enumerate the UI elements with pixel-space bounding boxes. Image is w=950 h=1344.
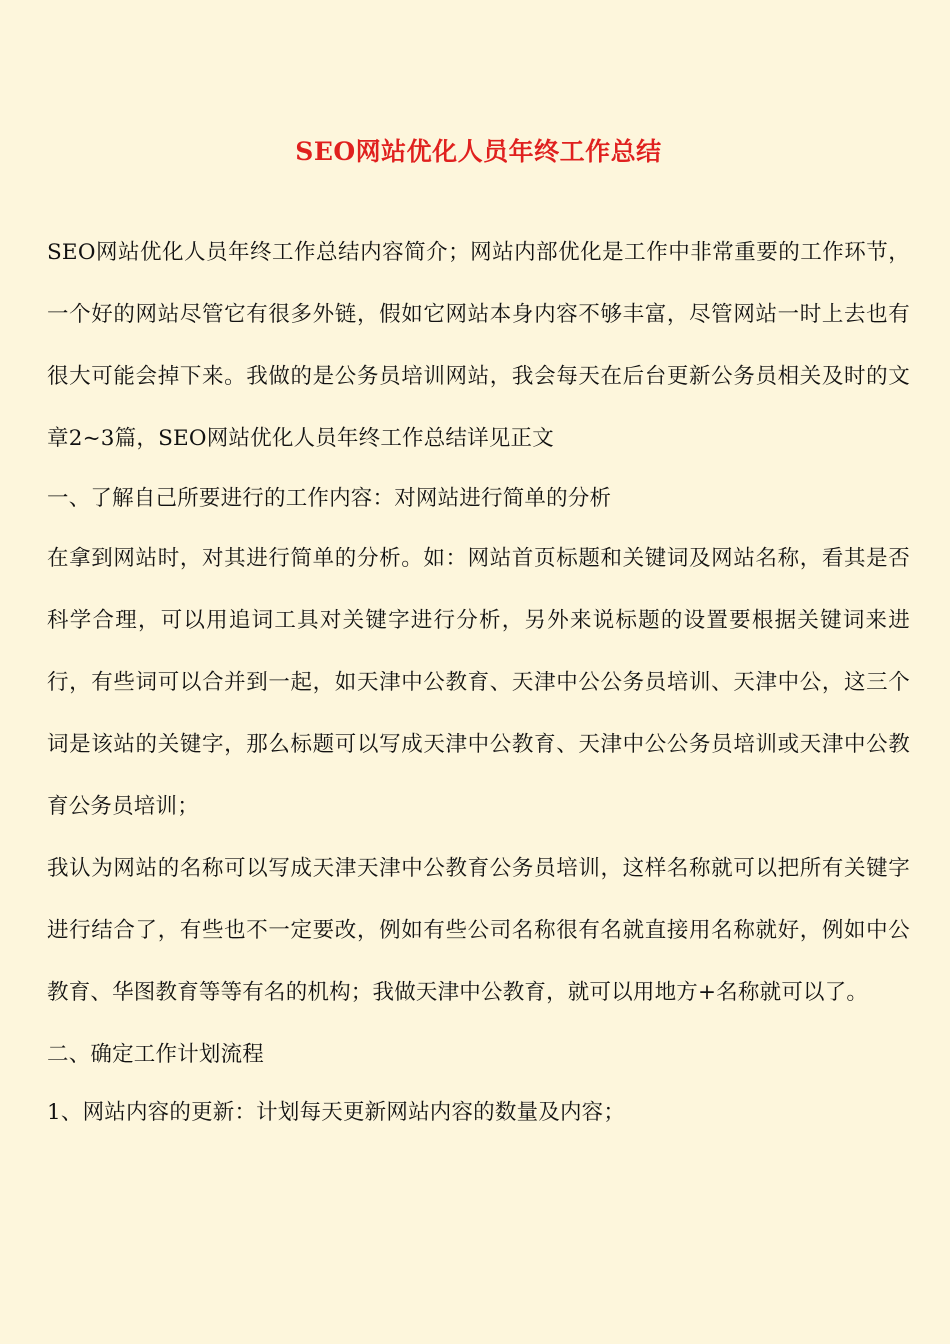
intro-paragraph: SEO网站优化人员年终工作总结内容简介；网站内部优化是工作中非常重要的工作环节，一个好的网站尽管它有很多外链，假如它网站本身内容不够丰富，尽管网站一时上去也有很大可能会掉下来。我做的是公务员培训网站，我会每天在后台更新公务员相关及时的文章2~3篇，SEO网站优化人员年终工作总结详见正文 xyxy=(47,240,910,451)
naming-paragraph: 我认为网站的名称可以写成天津天津中公教育公务员培训，这样名称就可以把所有关键字进行结合了，有些也不一定要改，例如有些公司名称很有名就直接用名称就好，例如中公教育、华图教育等等有名的机构；我做天津中公教育，就可以用地方+名称就可以了。 xyxy=(47,856,910,1005)
section-heading-2: 二、确定工作计划流程 xyxy=(47,1042,265,1067)
analysis-paragraph: 在拿到网站时，对其进行简单的分析。如：网站首页标题和关键词及网站名称，看其是否科学合理，可以用追词工具对关键字进行分析，另外来说标题的设置要根据关键词来进行，有些词可以合并到一起，如天津中公教育、天津中公公务员培训、天津中公，这三个词是该站的关键字，那么标题可以写成天津中公教育、天津中公公务员培训或天津中公教育公务员培训； xyxy=(47,546,910,819)
section-heading-1: 一、了解自己所要进行的工作内容：对网站进行简单的分析 xyxy=(47,486,612,511)
plan-item-1: 1、网站内容的更新：计划每天更新网站内容的数量及内容； xyxy=(47,1100,626,1125)
document-title: SEO网站优化人员年终工作总结 xyxy=(295,137,662,166)
document-body xyxy=(47,222,910,1142)
